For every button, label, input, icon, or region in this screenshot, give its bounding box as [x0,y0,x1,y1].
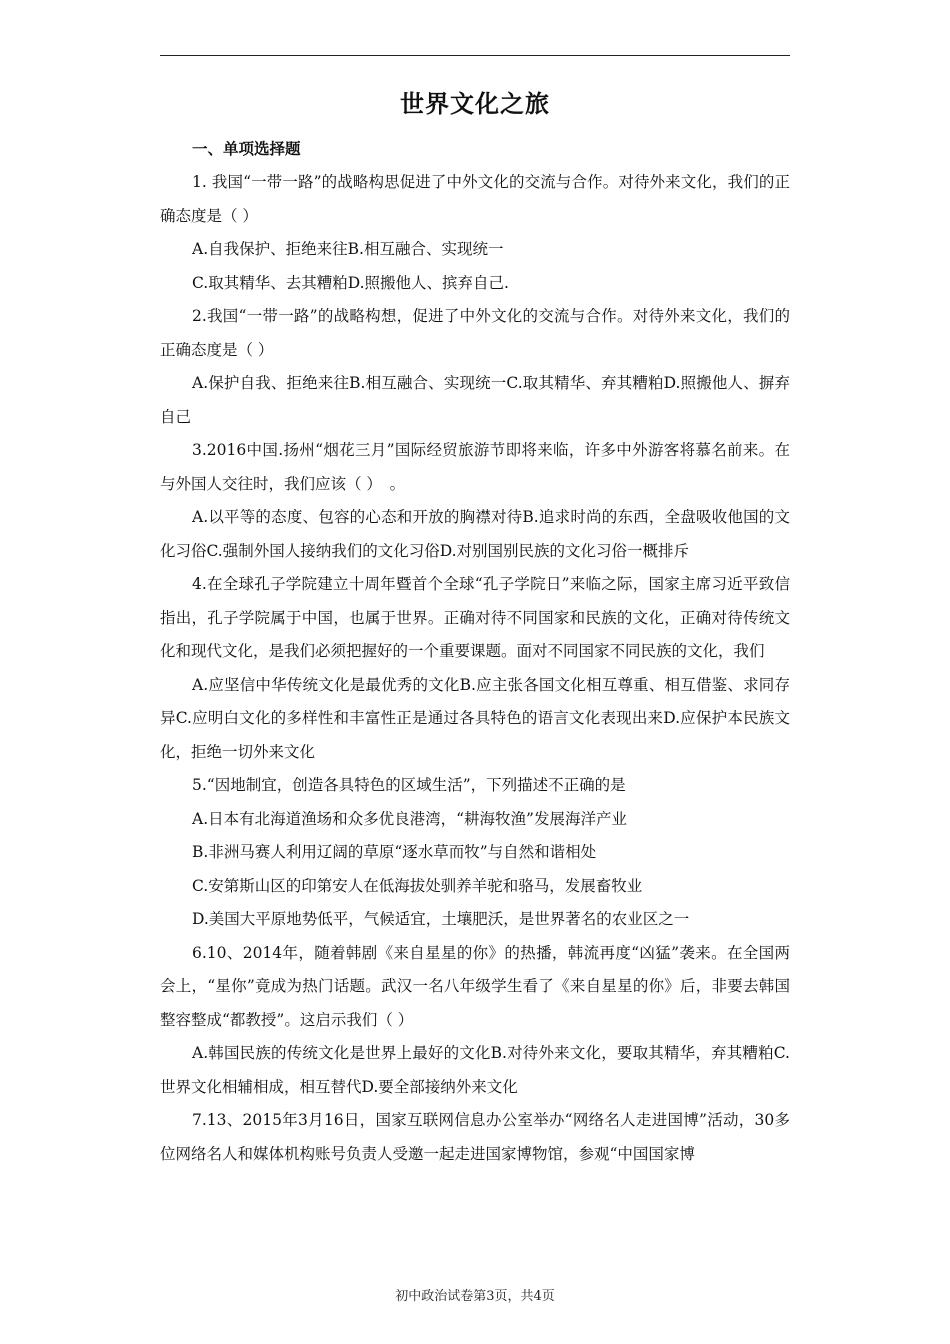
paragraph-q2-stem: 2.我国“一带一路”的战略构想，促进了中外文化的交流与合作。对待外来文化，我们的正确态度是（ ） [160,307,790,359]
section-heading: 一、单项选择题 [192,139,301,158]
paragraph-q7-stem: 7.13、2015年3月16日，国家互联网信息办公室举办“网络名人走进国博”活动，30多位网络名人和媒体机构账号负责人受邀一起走进国家博物馆，参观“中国国家博 [160,1111,790,1163]
paragraph-q4-stem: 4.在全球孔子学院建立十周年暨首个全球“孔子学院日”来临之际，国家主席习近平致信指出，孔子学院属于中国，也属于世界。正确对待不同国家和民族的文化，正确对待传统文化和现代文化，是我们必须把握好的一个重要课题。面对不同国家不同民族的文化，我们 [160,575,790,660]
paragraph-q1-options-ab: A.自我保护、拒绝来往B.相互融合、实现统一 [192,240,504,258]
paragraph-q5-option-c: C.安第斯山区的印第安人在低海拔处驯养羊驼和骆马，发展畜牧业 [192,876,643,895]
paragraph-q5-stem: 5.“因地制宜，创造各具特色的区域生活”，下列描述不正确的是 [192,776,626,794]
paragraph-q6-stem: 6.10、2014年，随着韩剧《来自星星的你》的热播，韩流再度“凶猛”袭来。在全国两会上，“星你”竟成为热门话题。武汉一名八年级学生看了《来自星星的你》后，非要去韩国整容整成“都教授”。这启示我们（ ） [160,943,790,1029]
paragraph-q5-option-b: B.非洲马赛人利用辽阔的草原“逐水草而牧”与自然和谐相处 [192,843,597,861]
paragraph-q2-options: A.保护自我、拒绝来往B.相互融合、实现统一C.取其精华、弃其糟粕D.照搬他人、摒弃自己 [160,374,790,426]
paragraph-q4-options: A.应坚信中华传统文化是最优秀的文化B.应主张各国文化相互尊重、相互借鉴、求同存异C.应明白文化的多样性和丰富性正是通过各具特色的语言文化表现出来D.应保护本民族文化，拒绝一切外来文化 [160,675,790,761]
document-body [160,132,806,1171]
paragraph-q1-stem: 1. 我国“一带一路”的战略构思促进了中外文化的交流与合作。对待外来文化，我们的正确态度是（ ） [160,173,790,225]
paragraph-q5-option-a: A.日本有北海道渔场和众多优良港湾，“耕海牧渔”发展海洋产业 [192,809,627,828]
paragraph-q3-options: A.以平等的态度、包容的心态和开放的胸襟对待B.追求时尚的东西，全盘吸收他国的文化习俗C.强制外国人接纳我们的文化习俗D.对别国别民族的文化习俗一概排斥 [160,508,790,560]
paragraph-q3-stem: 3.2016中国.扬州“烟花三月”国际经贸旅游节即将来临，许多中外游客将慕名前来。在与外国人交往时，我们应该（ ） 。 [160,441,790,493]
paragraph-q1-options-cd: C.取其精华、去其糟粕D.照搬他人、摈弃自己. [192,273,509,292]
page-title: 世界文化之旅 [400,89,550,118]
paragraph-q5-option-d: D.美国大平原地势低平，气候适宜，土壤肥沃，是世界著名的农业区之一 [192,910,690,928]
header-rule [160,55,790,56]
paragraph-q6-options: A.韩国民族的传统文化是世界上最好的文化B.对待外来文化，要取其精华，弃其糟粕C. 世界文化相辅相成，相互替代D.要全部接纳外来文化 [160,1044,806,1096]
page-footer: 初中政治试卷第3页，共4页 [395,1289,555,1304]
